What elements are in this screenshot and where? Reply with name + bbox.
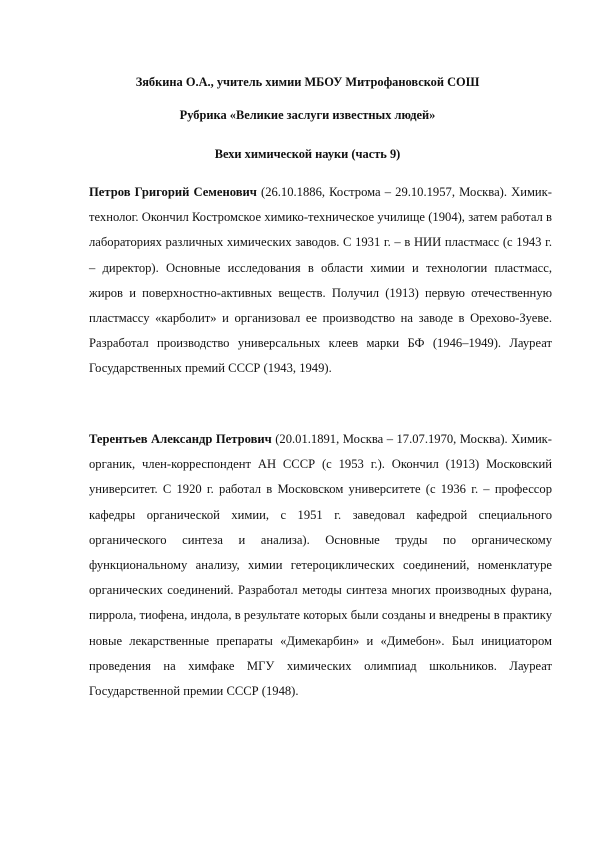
biography-paragraph-petrov bbox=[89, 180, 552, 382]
author-line: Зябкина О.А., учитель химии МБОУ Митрофановской СОШ bbox=[135, 75, 480, 89]
biography-text: (26.10.1886, Кострома – 29.10.1957, Москва). Химик-технолог. Окончил Костромское химико-техническое училище (1904), затем работал в лабораториях различных химических заводов. С 1931 г. – в НИИ пластмасс (с 1943 г. – директор). Основные исследования в области химии и технологии пластмасс, жиров и поверхностно-активных веществ. Получил (1913) первую отечественную пластмассу «карболит» и организовал ее производство на заводе в Орехово-Зуеве. Разработал производство универсальных клеев марки БФ (1946–1949). Лауреат Государственных премий СССР (1943, 1949). bbox=[89, 185, 552, 376]
person-name: Терентьев Александр Петрович bbox=[89, 432, 272, 446]
rubric-line: Рубрика «Великие заслуги известных людей» bbox=[179, 108, 436, 122]
biography-paragraph-terentyev bbox=[89, 427, 552, 704]
person-name: Петров Григорий Семенович bbox=[89, 185, 257, 199]
document-title: Вехи химической науки (часть 9) bbox=[214, 147, 401, 161]
biography-text: (20.01.1891, Москва – 17.07.1970, Москва). Химик-органик, член-корреспондент АН СССР (с 1953 г.). Окончил (1913) Московский университет. С 1920 г. работал в Московском университете (с 1936 г. – профессор кафедры органической химии, с 1951 г. заведовал кафедрой специального органического синтеза и анализа). Основные труды по органическому функциональному анализу, химии гетероциклических соединений, номенклатуре органических соединений. Разработал методы синтеза многих производных фурана, пиррола, тиофена, индола, в результате которых были созданы и внедрены в практику новые лекарственные препараты «Димекарбин» и «Димебон». Был инициатором проведения на химфаке МГУ химических олимпиад школьников. Лауреат Государственной премии СССР (1948). bbox=[89, 432, 552, 699]
